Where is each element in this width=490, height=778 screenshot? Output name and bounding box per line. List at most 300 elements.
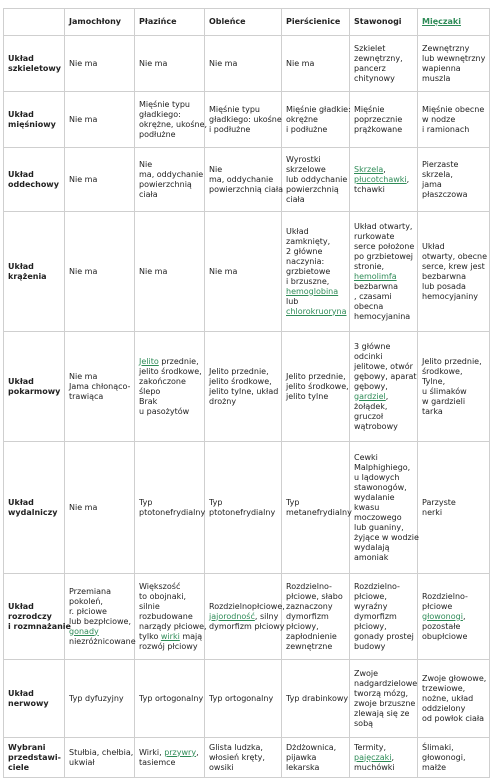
cell-line: obecna	[354, 301, 384, 311]
cell-line: dymorfizm	[354, 611, 397, 621]
cell-line: zakończone	[139, 376, 186, 386]
cell-line: tworzą mózg,	[354, 688, 409, 698]
cell-line: ciała	[139, 189, 158, 199]
table-row	[4, 660, 490, 738]
cell-line	[69, 627, 130, 637]
cell-line: Brak	[139, 396, 158, 406]
table-cell	[418, 574, 490, 660]
cell-line: gębowy, aparat	[354, 371, 417, 381]
cell-line: gładkiego: ukośne	[209, 114, 282, 124]
cell-line: bezbarwna	[354, 281, 398, 291]
cell-line: Układ	[422, 241, 445, 251]
term-link[interactable]: chlorokruoryna	[286, 306, 347, 316]
cell-line: i podłużne	[209, 124, 251, 134]
table-cell	[418, 36, 490, 92]
table-cell	[135, 212, 205, 332]
cell-line: trawiąca	[69, 391, 104, 401]
cell-line: powierzchnią	[286, 184, 339, 194]
cell-line: rozbudowane	[139, 611, 193, 621]
cell-line: moczowego	[354, 512, 402, 522]
table-cell	[350, 738, 418, 778]
table-cell	[65, 574, 135, 660]
cell-line: ptotonefrydialny	[209, 507, 276, 517]
cell-line: lub guaniny,	[354, 522, 404, 532]
header-stawonogi: Stawonogi	[350, 9, 418, 36]
cell-line: małże	[422, 762, 447, 772]
row-header	[4, 36, 65, 92]
table-row	[4, 148, 490, 212]
table-row	[4, 574, 490, 660]
cell-line: głowonogi,	[422, 611, 466, 621]
table-cell	[65, 212, 135, 332]
cell-line: , czasami	[354, 291, 392, 301]
cell-line: żyjące w wodzie	[354, 532, 419, 542]
cell-line: jajorodność, silny	[209, 611, 279, 621]
cell-line: Mięśnie typu	[209, 104, 260, 114]
cell-line: amoniak	[354, 552, 389, 562]
cell-line: okrężne, ukośne,	[139, 119, 208, 129]
row-header-line: rozrodczy	[8, 611, 52, 621]
term-link[interactable]: wirki	[160, 631, 180, 641]
cell-line: Jama chłonąco-	[69, 381, 131, 391]
table-cell	[350, 660, 418, 738]
table-cell	[205, 442, 282, 574]
header-plazince: Płazińce	[135, 9, 205, 36]
cell-line: żołądek,	[354, 401, 388, 411]
cell-line: Mięśnie gładkie:	[286, 104, 351, 114]
table-cell	[282, 660, 350, 738]
table-cell	[135, 36, 205, 92]
cell-line: skrzela,	[422, 169, 453, 179]
cell-line: hemocyjanina	[354, 311, 411, 321]
table-cell	[205, 574, 285, 660]
table-cell	[65, 660, 135, 738]
cell-line: środkowe,	[422, 366, 463, 376]
table-row	[4, 212, 490, 332]
cell-line: tasiemce	[139, 757, 176, 767]
cell-line: Zwoje	[354, 668, 379, 678]
cell-line: Rozdzielno-	[354, 581, 400, 591]
table-cell	[205, 332, 282, 442]
term-link[interactable]: Skrzela	[354, 164, 384, 174]
cell-line: lub oddychanie	[286, 174, 348, 184]
cell-line: kwasu	[354, 502, 380, 512]
row-header-line: ciele	[8, 762, 30, 772]
cell-line: płaszczowa	[422, 189, 468, 199]
table-cell	[418, 92, 490, 148]
cell-line: Rozdzielno-	[286, 581, 332, 591]
cell-line: Nie	[139, 159, 153, 169]
header-oblence: Obleńce	[205, 9, 282, 36]
cell-line: 2 główne	[286, 246, 323, 256]
cell-line: u pasożytów	[139, 406, 190, 416]
cell-line: ptotonefrydialny	[139, 507, 206, 517]
row-header	[4, 442, 65, 574]
cell-line: dymorfizm	[286, 611, 329, 621]
cell-line: zewnętrzny,	[354, 53, 403, 63]
table-cell	[418, 212, 490, 332]
cell-line: zapłodnienie	[286, 631, 337, 641]
cell-line: gardziel,	[354, 391, 389, 401]
table-cell	[65, 148, 135, 212]
table-cell	[135, 148, 205, 212]
cell-line: w nodze	[422, 114, 456, 124]
cell-line: płucotchawki,	[354, 174, 410, 184]
cell-line: wapienna	[422, 63, 461, 73]
cell-line: zaznaczony	[286, 601, 333, 611]
table-cell	[282, 212, 350, 332]
cell-line: Wirki, przywry,	[139, 747, 199, 757]
row-header	[4, 660, 65, 738]
row-header	[4, 738, 65, 778]
cell-line: tarka	[422, 406, 443, 416]
header-jamochlony: Jamochłony	[65, 9, 135, 36]
cell-line: gładkiego:	[139, 109, 181, 119]
table-cell	[135, 660, 205, 738]
cell-line: Większość	[139, 581, 181, 591]
table-cell	[350, 332, 418, 442]
table-cell	[205, 36, 282, 92]
cell-line: Nie ma	[209, 266, 238, 276]
cell-line: płciowe	[422, 601, 453, 611]
cell-line	[286, 307, 345, 317]
cell-line: lub bezpłciowe,	[69, 616, 131, 626]
table-cell	[418, 738, 490, 778]
term-link[interactable]: głowonogi	[422, 611, 463, 621]
cell-line: Jelito przednie,	[139, 356, 199, 366]
cell-line: dymorfizm płciowy	[209, 621, 285, 631]
table-cell	[205, 660, 282, 738]
cell-line: od powłok ciała	[422, 713, 485, 723]
table-cell	[65, 332, 135, 442]
cell-line: zwoje brzuszne	[354, 698, 416, 708]
cell-line: włosień kręty,	[209, 752, 265, 762]
row-header	[4, 212, 65, 332]
cell-line: Rozdzielnopłciowe,	[209, 601, 285, 611]
table-cell	[282, 148, 350, 212]
row-header	[4, 574, 71, 660]
cell-line: lub posada	[422, 281, 466, 291]
cell-line: płciowe,	[354, 591, 387, 601]
row-header-line: Układ	[8, 497, 34, 507]
term-link[interactable]: hemoglobina	[286, 286, 339, 296]
cell-line: Malphighiego,	[354, 462, 411, 472]
cell-line: ukwiał	[69, 757, 95, 767]
cell-line: pokoleń,	[69, 596, 103, 606]
cell-line: Stułbia, chełbia,	[69, 747, 134, 757]
cell-line: Zewnętrzny	[422, 43, 470, 53]
cell-line: trzewiowe,	[422, 683, 466, 693]
cell-line: u ślimaków	[422, 386, 467, 396]
table-cell	[282, 738, 350, 778]
cell-line: Cewki	[354, 452, 378, 462]
cell-line: oddzielony	[422, 703, 466, 713]
term-link[interactable]: jajorodność	[209, 611, 255, 621]
row-header-line: krążenia	[8, 271, 47, 281]
cell-line: Skrzela,	[354, 164, 386, 174]
cell-line: Nie ma	[69, 502, 98, 512]
cell-line: niezróżnicowane	[69, 636, 136, 646]
cell-line: powierzchnią ciała	[209, 184, 284, 194]
cell-line: wątrobowy	[354, 421, 398, 431]
table-cell	[65, 442, 135, 574]
table-cell	[350, 148, 418, 212]
table-cell	[205, 212, 282, 332]
cell-line: serce położone	[354, 241, 415, 251]
cell-line: głowonogi,	[422, 752, 466, 762]
row-header-line: szkieletowy	[8, 63, 61, 73]
cell-line: hemocyjaniny	[422, 291, 479, 301]
header-pierscienice: Pierścienice	[282, 9, 350, 36]
cell-line	[354, 272, 413, 282]
table-cell	[350, 92, 418, 148]
cell-line: wyraźny	[354, 601, 388, 611]
row-header-line: Układ	[8, 261, 34, 271]
cell-line: Zwoje głowowe,	[422, 673, 487, 683]
cell-line: Nie ma	[139, 58, 168, 68]
cell-line: zewnętrzne	[286, 641, 333, 651]
cell-line: tchawki	[354, 184, 385, 194]
cell-line: Przemiana	[69, 586, 111, 596]
row-header-line: Układ	[8, 688, 34, 698]
table-cell	[282, 442, 350, 574]
cell-line: Typ dyfuzyjny	[69, 693, 124, 703]
table-cell	[135, 332, 205, 442]
table-cell	[350, 574, 418, 660]
cell-line: gębowy,	[354, 381, 388, 391]
cell-line: wydalanie	[354, 492, 395, 502]
cell-line: skrzelowe	[286, 164, 326, 174]
cell-line: i ramionach	[422, 124, 470, 134]
cell-line: jelito tylne	[286, 391, 329, 401]
cell-line: zamknięty,	[286, 236, 331, 246]
cell-line: odcinki	[354, 351, 383, 361]
cell-line: Nie ma	[69, 371, 98, 381]
cell-line: powierzchnią	[139, 179, 192, 189]
cell-line: jama	[422, 179, 442, 189]
table-cell	[418, 148, 490, 212]
cell-line: ślepo	[139, 386, 161, 396]
cell-line: chitynowy	[354, 73, 395, 83]
cell-line: i podłużne	[286, 124, 328, 134]
cell-line: Mięśnie obecne	[422, 104, 485, 114]
term-link[interactable]: Jelito	[139, 356, 159, 366]
row-header-line: Układ	[8, 169, 34, 179]
cell-line: Szkielet	[354, 43, 386, 53]
cell-line: Nie ma	[139, 266, 168, 276]
cell-line: rozwój płciowy	[139, 641, 198, 651]
cell-line: r. płciowe	[69, 606, 107, 616]
table-body	[4, 36, 490, 778]
cell-line: Parzyste	[422, 497, 456, 507]
cell-line: Nie ma	[69, 58, 98, 68]
table-row	[4, 738, 490, 778]
cell-line: Typ ortogonalny	[209, 693, 274, 703]
cell-line: rurkowate	[354, 231, 395, 241]
row-header-line: wydalniczy	[8, 507, 58, 517]
cell-line: nożne, układ	[422, 693, 474, 703]
cell-line: jelito środkowe,	[286, 381, 349, 391]
table-cell	[65, 92, 135, 148]
row-header	[4, 148, 65, 212]
table-cell	[418, 660, 490, 738]
table-cell	[350, 36, 418, 92]
cell-line: Typ	[209, 497, 223, 507]
cell-line: jelito tylne, układ	[209, 386, 279, 396]
cell-line: płciowy,	[286, 621, 319, 631]
row-header	[4, 92, 65, 148]
table-row	[4, 36, 490, 92]
cell-line: Typ drabinkowy	[286, 693, 349, 703]
cell-line: lekarska	[286, 762, 320, 772]
cell-line: Nie ma	[69, 114, 98, 124]
cell-line: prążkowane	[354, 124, 403, 134]
row-header-line: Wybrani	[8, 742, 46, 752]
cell-line: pajęczaki,	[354, 752, 395, 762]
term-link[interactable]: pajęczaki	[354, 752, 392, 762]
table-cell	[65, 36, 135, 92]
cell-line: jelito środkowe,	[139, 366, 202, 376]
table-cell	[65, 738, 135, 778]
table-row	[4, 332, 490, 442]
cell-line: grzbietowe	[286, 266, 331, 276]
table-cell	[350, 442, 418, 574]
cell-line: Tylne,	[422, 376, 446, 386]
cell-line: naczynia:	[286, 256, 325, 266]
cell-line: Typ ortogonalny	[139, 693, 204, 703]
row-header-line: oddechowy	[8, 179, 59, 189]
cell-line: Jelito przednie,	[286, 371, 346, 381]
cell-line: nadgardzielowe	[354, 678, 418, 688]
cell-line: stawonogów,	[354, 482, 407, 492]
cell-line: tylko wirki mają	[139, 631, 203, 641]
table-cell	[205, 148, 282, 212]
cell-line: owsiki	[209, 762, 234, 772]
cell-line: Nie	[209, 164, 223, 174]
cell-line: ciała	[286, 194, 305, 204]
row-header-line: przedstawi-	[8, 752, 61, 762]
cell-line: gruczoł	[354, 411, 384, 421]
cell-line: jelito środkowe,	[209, 376, 272, 386]
table-cell	[282, 92, 350, 148]
table-cell	[205, 92, 282, 148]
cell-line: gonady prostej	[354, 631, 414, 641]
header-mieczaki[interactable]: Mięczaki	[418, 9, 490, 36]
table-cell	[135, 442, 205, 574]
table-cell	[418, 442, 490, 574]
cell-line: pancerz	[354, 63, 386, 73]
term-link[interactable]: hemolimfa	[354, 271, 397, 281]
cell-line: Układ otwarty,	[354, 221, 413, 231]
row-header-line: i rozmnażanie	[8, 621, 71, 631]
cell-line: Rozdzielno-	[422, 591, 468, 601]
cell-line: muchówki	[354, 762, 395, 772]
cell-line: silnie	[139, 601, 160, 611]
cell-line: Nie ma	[209, 58, 238, 68]
cell-line: Dżdżownica,	[286, 742, 337, 752]
cell-line: Termity,	[354, 742, 387, 752]
table-cell	[135, 738, 205, 778]
cell-line: Nie ma	[69, 174, 98, 184]
cell-line: sobą	[354, 718, 374, 728]
cell-line: okrężne	[286, 114, 318, 124]
table-cell	[418, 332, 490, 442]
cell-line: Mięśnie typu	[139, 99, 190, 109]
cell-line: narządy płciowe,	[139, 621, 207, 631]
term-link[interactable]: gardziel	[354, 391, 386, 401]
cell-line: poprzecznie	[354, 114, 403, 124]
cell-line: metanefrydialny	[286, 507, 352, 517]
cell-line: Typ	[286, 497, 300, 507]
cell-line: pijawka	[286, 752, 317, 762]
cell-line: 3 główne	[354, 341, 391, 351]
cell-line: Nie ma	[69, 266, 98, 276]
cell-line: u lądowych	[354, 472, 400, 482]
cell-line: po grzbietowej	[354, 251, 414, 261]
cell-line	[286, 287, 345, 297]
cell-line: płciowe, słabo	[286, 591, 343, 601]
table-cell	[282, 36, 350, 92]
cell-line: otwarty, obecne	[422, 251, 488, 261]
table-row	[4, 92, 490, 148]
row-header-line: Układ	[8, 376, 34, 386]
cell-line: i brzuszne,	[286, 276, 330, 286]
cell-line: Jelito przednie,	[422, 356, 482, 366]
cell-line: nerki	[422, 507, 443, 517]
cell-line: jelitowe, otwór	[354, 361, 413, 371]
row-header-line: Układ	[8, 53, 34, 63]
row-header-line: mięśniowy	[8, 119, 56, 129]
cell-line: Pierzaste	[422, 159, 459, 169]
cell-line: Nie ma	[286, 58, 315, 68]
cell-line: Mięśnie	[354, 104, 385, 114]
row-header-line: Układ	[8, 601, 34, 611]
cell-line: Układ	[286, 226, 309, 236]
cell-line: w gardzieli	[422, 396, 466, 406]
table-cell	[135, 574, 205, 660]
row-header-line: Układ	[8, 109, 34, 119]
term-link[interactable]: płucotchawki	[354, 174, 407, 184]
row-header-line: nerwowy	[8, 698, 49, 708]
cell-line: lub wewnętrzny	[422, 53, 486, 63]
table-row	[4, 442, 490, 574]
cell-line: ma, oddychanie	[139, 169, 204, 179]
table-cell	[205, 738, 282, 778]
cell-line: ma, oddychanie	[209, 174, 274, 184]
cell-line: drożny	[209, 396, 237, 406]
cell-line: Wyrostki	[286, 154, 321, 164]
cell-line: stronie,	[354, 261, 385, 271]
cell-line: muszla	[422, 73, 451, 83]
cell-line: wydalają	[354, 542, 390, 552]
cell-line: to obojnaki,	[139, 591, 187, 601]
header-corner	[4, 9, 65, 36]
cell-line: pozostałe	[422, 621, 461, 631]
table-cell	[282, 332, 350, 442]
term-link[interactable]: gonady	[69, 626, 99, 636]
cell-line: bezbarwna	[422, 271, 466, 281]
row-header	[4, 332, 65, 442]
table-cell	[282, 574, 350, 660]
cell-line: lub	[286, 296, 299, 306]
row-header-line: pokarmowy	[8, 386, 61, 396]
cell-line: budowy	[354, 641, 386, 651]
cell-line: obupłciowe	[422, 631, 468, 641]
term-link[interactable]: przywry	[164, 747, 197, 757]
comparison-table	[3, 8, 490, 778]
cell-line: Glista ludzka,	[209, 742, 263, 752]
cell-line: Ślimaki,	[422, 742, 454, 752]
